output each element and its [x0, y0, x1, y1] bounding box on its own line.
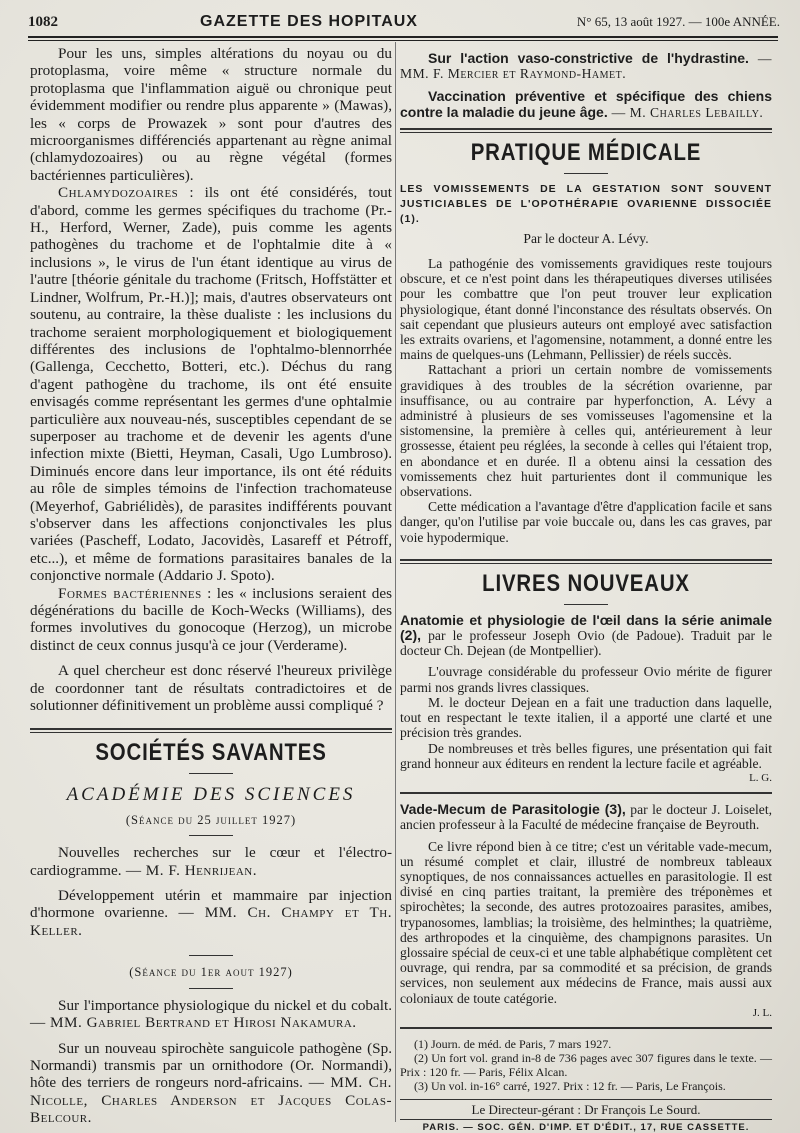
- book-title: Anatomie et physiologie de l'œil dans la série animale (2),: [400, 611, 772, 644]
- formes-paragraph: [30, 585, 392, 655]
- review-paragraph: Ce livre répond bien à ce titre; c'est un véritable vade-mecum, un résumé complet et clair, illustré de nombreux tableaux synoptiques, de nos connaissances actuelles en parasitologie. Il est divisé en cinq parties traitant, la première des tréponèmes et spirochètes; la seconde, des autres protozoaires parasites, amibes, trypanosomes, lamblias; la troisième, des helminthes; la quatrième, des arthropodes et la cinquième, des champignons parasites. Un glossaire spécial de ceux-ci et une table alphabétique complètent cet ouvrage, qui rendra, par sa commodité et sa précision, de grands services, non seulement aux médecins de France, mais aussi aux coloniaux de toute catégorie.: [400, 838, 772, 1006]
- book-author: par le docteur J. Loiselet, ancien professeur à la Faculté de médecine française de Beyrouth.: [400, 802, 773, 833]
- header-rule: [28, 36, 778, 41]
- footnotes: [400, 1037, 772, 1093]
- chlamydozoaires-lead: Chlamydozoaires: [58, 184, 179, 202]
- journal-title: GAZETTE DES HOPITAUX: [200, 13, 418, 30]
- book-review-heading: [400, 802, 772, 832]
- short-rule: [189, 835, 233, 836]
- short-rule: [564, 604, 608, 605]
- issue-info: N° 65, 13 août 1927. — 100e ANNÉE.: [576, 14, 780, 29]
- page-header: [28, 8, 780, 36]
- short-rule: [189, 988, 233, 989]
- entry-authors: — MM. Ch. Nicolle, Charles Anderson et Jacques Colas-Belcour.: [30, 1074, 392, 1127]
- entry-title: Développement utérin et mammaire par injection d'hormone ovarienne.: [30, 887, 392, 922]
- seance-date-2: (Séance du 1er aout 1927): [129, 965, 293, 980]
- section-rule: [400, 128, 772, 133]
- footnote: (3) Un vol. in-16° carré, 1927. Prix : 12 fr. — Paris, Le François.: [414, 1078, 726, 1093]
- academy-entry: [400, 51, 772, 81]
- left-column: [30, 45, 392, 1133]
- academy-entry: [30, 844, 392, 879]
- section-rule: [400, 792, 772, 796]
- entry-authors: — MM. Gabriel Bertrand et Hirosi Nakamura.: [30, 1014, 357, 1032]
- entry-authors: — MM. Ch. Champy et Th. Keller.: [30, 904, 393, 939]
- entry-title: Vaccination préventive et spécifique des chiens contre la maladie du jeune âge.: [400, 88, 772, 120]
- short-rule: [189, 773, 233, 774]
- book-review-heading: [400, 613, 772, 659]
- column-divider: [395, 42, 396, 1122]
- reviewer-signature: L. G.: [749, 771, 772, 784]
- pratique-heading: PRATIQUE MÉDICALE: [470, 138, 702, 166]
- footnote: (1) Journ. de méd. de Paris, 7 mars 1927.: [414, 1036, 612, 1051]
- academy-entry: [30, 1040, 392, 1127]
- section-rule: [30, 728, 392, 733]
- review-paragraph: L'ouvrage considérable du professeur Ovio mérite de figurer parmi nos grands livres classiques.: [400, 664, 772, 695]
- article-title: LES VOMISSEMENTS DE LA GESTATION SONT SOUVENT JUSTICIABLES DE L'OPOTHÉRAPIE OVARIENNE DISSOCIÉE (1).: [400, 182, 772, 225]
- short-rule: [189, 955, 233, 956]
- section-rule: [400, 559, 772, 564]
- entry-title: Sur un nouveau spirochète sanguicole pathogène (Sp. Normandi) transmis par un ornithodore (Or. Normandi), hôte des terriers de rongeurs nord-africains.: [30, 1039, 392, 1092]
- formes-lead: Formes bactériennes: [58, 584, 202, 602]
- review-paragraph: M. le docteur Dejean en a fait une traduction dans laquelle, tout en respectant le texte italien, il a apporté une clarté et une précision très grandes.: [400, 694, 772, 741]
- intro-paragraph: Pour les uns, simples altérations du noyau ou du protoplasma, voire même « structure normale du protoplasma que l'inflammation aiguë ou chronique peut évidemment modifier ou rendre plus apparente » (Mawas), les « corps de Prowazek » sont pour d'autres des microorganismes différenciés appartenant au règne animal (chlamydozoaires) ou au règne végétal (formes bactériennes particulières).: [30, 45, 392, 184]
- academy-heading: ACADÉMIE DES SCIENCES: [66, 784, 356, 806]
- entry-authors: — M. Charles Lebailly.: [607, 104, 764, 120]
- seance-date-1: (Séance du 25 juillet 1927): [125, 812, 297, 827]
- page-number: 1082: [28, 13, 58, 30]
- entry-title: Sur l'action vaso-constrictive de l'hydrastine.: [428, 50, 749, 66]
- article-paragraph: Cette médication a l'avantage d'être d'application facile et sans danger, qu'on l'utilise par voie buccale ou, dans les cas graves, par voie hypodermique.: [400, 499, 772, 545]
- article-paragraph: La pathogénie des vomissements gravidiques reste toujours obscure, et ce n'est point dans les thérapeutiques diverses utilisées pour les combattre que l'on peut trouver leur explication physiologique, étant donné l'inconstance des résultats observés. On sait cependant que plusieurs auteurs ont employé avec satisfaction les extraits ovariens, et l'agomensine, notamment, a donné entre les mains de quelques-uns (Lehmann, Pellissier) de réels succès.: [400, 256, 772, 363]
- article-byline: Par le docteur A. Lévy.: [523, 230, 649, 246]
- book-title: Vade-Mecum de Parasitologie (3),: [400, 801, 626, 818]
- director-line: Le Directeur-gérant : Dr François Le Sourd.: [471, 1101, 701, 1117]
- entry-title: Nouvelles recherches sur le cœur et l'électro-cardiogramme.: [30, 844, 392, 879]
- short-rule: [564, 173, 608, 174]
- entry-authors: — MM. F. Mercier et Raymond-Hamet.: [400, 51, 772, 82]
- footnote: (2) Un fort vol. grand in-8 de 736 pages avec 307 figures dans le texte. — Prix : 120 fr. — Paris, Félix Alcan.: [400, 1050, 772, 1079]
- closing-paragraph: A quel chercheur est donc réservé l'heureux privilège de coordonner tant de résultats contradictoires et de solutionner définitivement un problème aussi compliqué ?: [30, 662, 392, 715]
- book-author: par le professeur Joseph Ovio (de Padoue). Traduit par le docteur Ch. Dejean (de Montpellier).: [400, 628, 772, 659]
- formes-text: : les « inclusions seraient des dégénérations du bacille de Koch-Wecks (Williams), des formes involutives du gonocoque (Herzog), un microbe distinct de ceux connus jusqu'à ce jour (Verderame).: [30, 584, 392, 654]
- article-paragraph: Rattachant a priori un certain nombre de vomissements gravidiques à des troubles de la sécrétion ovarienne, par insuffisance, ou au contraire par hyperfonction, A. Lévy a administré à plusieurs de ses vomisseuses l'agomensine et la sistomensine, la première à celles qui, antérieurement à leur grossesse, étaient peu réglées, la seconde à celles qui l'étaient trop, en abondance et en durée. Il a obtenu ainsi la cessation des vomissements chez huit parturientes dont il communique les observations.: [400, 362, 772, 500]
- academy-entry: [400, 89, 772, 119]
- academy-entry: [30, 887, 392, 939]
- chlamydozoaires-paragraph: [30, 184, 392, 584]
- entry-authors: — M. F. Henrijean.: [121, 861, 258, 879]
- section-rule: [400, 1027, 772, 1031]
- societes-heading: SOCIÉTÉS SAVANTES: [95, 739, 327, 767]
- chlamydozoaires-text: : ils ont été considérés, tout d'abord, comme les germes spécifiques du trachome (Pr.-H., Herford, Werner, Zade), puis comme les agents pathogènes du trachome et de l'ophtalmie dite à « inclusions », le virus de l'un étant identique au virus de l'autre [théorie génitale du trachome (Fritsch, Hoffstätter et Lindner, Wolfrum, Pr.-H.)]; mais, d'autres observateurs ont soutenu, au contraire, la thèse dualiste : les inclusions du trachome seraient morphologiquement et biologiquement différentes des inclusions de l'ophtalmo-blennorrhée (Gallenga, Cecchetto, Botteri, etc.). Déchus du rang d'agent pathogène du trachome, ils ont été ensuite envisagés comme représentant les germes d'une ophtalmie particulière aux nouveau-nés, susceptibles cependant de se superposer au trachome et de devenir les agents d'une infection mixte (Bietti, Heyman, Casali, Ugo Lumbroso). Diminués encore dans leur importance, ils ont été réduits au rôle de simples témoins de l'infection trachomateuse (Meyerhof, Gabriélidès), de parasites indifférents pouvant s'observer dans les affections conjonctivales les plus variées (Pascheff, Lodato, Jacovidès, Lasareff et Pétroff, etc...), et même de formations parasitaires banales de la conjonctive normale (Addario J. Spoto).: [30, 184, 392, 585]
- printer-imprint: PARIS. — SOC. GÉN. D'IMP. ET D'ÉDIT., 17, RUE CASSETTE.: [422, 1122, 750, 1133]
- entry-title: Sur l'importance physiologique du nickel et du cobalt.: [58, 996, 392, 1014]
- right-column: [400, 45, 772, 1133]
- academy-entry: [30, 997, 392, 1032]
- footer-box: [400, 1099, 772, 1120]
- review-paragraph: De nombreuses et très belles figures, une présentation qui fait grand honneur aux éditeurs en rendent la lecture facile et agréable.: [400, 740, 772, 771]
- livres-heading: LIVRES NOUVEAUX: [482, 569, 690, 597]
- reviewer-signature: J. L.: [752, 1006, 772, 1019]
